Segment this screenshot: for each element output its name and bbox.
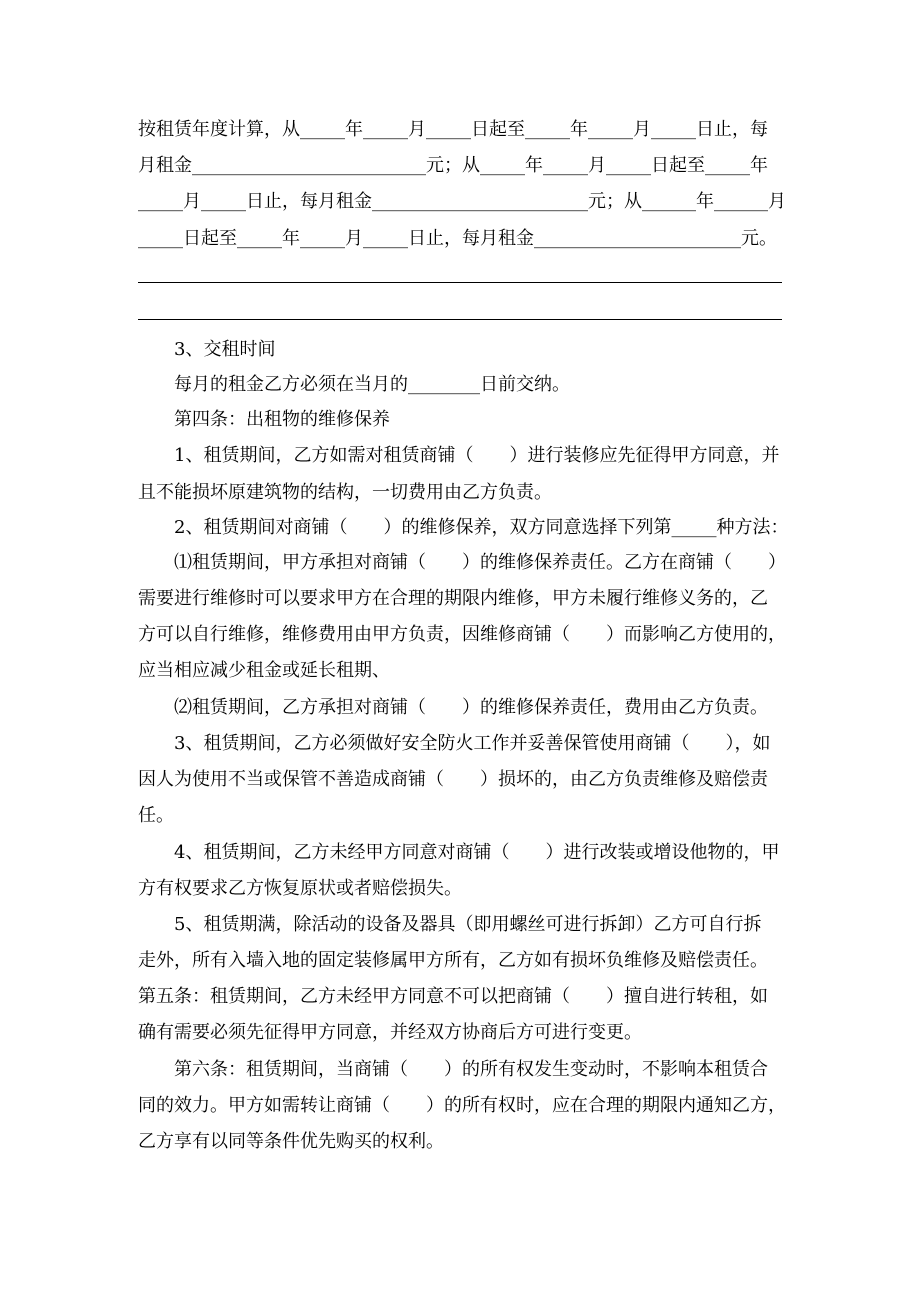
paragraph-line: 方有权要求乙方恢复原状或者赔偿损失。: [138, 878, 462, 899]
paragraph-line: 月租金__________________________元；从_____年_____月_____日起至_____年: [138, 155, 768, 176]
paragraph-line: _____日起至_____年_____月_____日止，每月租金_______________________元。: [138, 228, 777, 249]
paragraph-line: 乙方享有以同等条件优先购买的权利。: [138, 1131, 444, 1152]
paragraph-line: 任。: [138, 805, 174, 826]
paragraph-line: ⑴租赁期间，甲方承担对商铺（ ）的维修保养责任。乙方在商铺（ ）: [174, 552, 786, 573]
paragraph-line: 2、租赁期间对商铺（ ）的维修保养，双方同意选择下列第_____种方法：: [174, 517, 789, 538]
paragraph-line: 方可以自行维修，维修费用由甲方负责，因维修商铺（ ）而影响乙方使用的，: [138, 624, 786, 645]
paragraph-line: 4、租赁期间，乙方未经甲方同意对商铺（ ）进行改装或增设他物的，甲: [174, 842, 780, 863]
blank-fill-line: [138, 282, 782, 283]
paragraph-line: ⑵租赁期间，乙方承担对商铺（ ）的维修保养责任，费用由乙方负责。: [174, 697, 768, 718]
paragraph-line: 走外，所有入墙入地的固定装修属甲方所有，乙方如有损坏负维修及赔偿责任。: [138, 950, 768, 971]
paragraph-line: 5、租赁期满，除活动的设备及器具（即用螺丝可进行拆卸）乙方可自行拆: [174, 914, 762, 935]
paragraph-line: 且不能损坏原建筑物的结构，一切费用由乙方负责。: [138, 482, 552, 503]
paragraph-line: 3、租赁期间，乙方必须做好安全防火工作并妥善保管使用商铺（ ），如: [174, 733, 771, 754]
article-paragraph: 第五条：租赁期间，乙方未经甲方同意不可以把商铺（ ）擅自进行转租，如: [138, 986, 768, 1007]
paragraph-line: _____月_____日止，每月租金________________________元；从______年______月: [138, 191, 786, 212]
clause-heading: 3、交租时间: [174, 339, 276, 360]
paragraph-line: 1、租赁期间，乙方如需对租赁商铺（ ）进行装修应先征得甲方同意，并: [174, 445, 780, 466]
paragraph-line: 需要进行维修时可以要求甲方在合理的期限内维修，甲方未履行维修义务的，乙: [138, 588, 768, 609]
article-paragraph: 第六条：租赁期间，当商铺（ ）的所有权发生变动时，不影响本租赁合: [174, 1059, 768, 1080]
paragraph-line: 应当相应减少租金或延长租期、: [138, 660, 390, 681]
paragraph-line: 同的效力。甲方如需转让商铺（ ）的所有权时，应在合理的期限内通知乙方，: [138, 1095, 786, 1116]
blank-fill-line: [138, 319, 782, 320]
paragraph-line: 每月的租金乙方必须在当月的________日前交纳。: [174, 374, 570, 395]
paragraph-line: 确有需要必须先征得甲方同意，并经双方协商后方可进行变更。: [138, 1022, 642, 1043]
paragraph-line: 因人为使用不当或保管不善造成商铺（ ）损坏的，由乙方负责维修及赔偿责: [138, 769, 768, 790]
article-heading: 第四条：出租物的维修保养: [174, 409, 390, 430]
paragraph-line: 按租赁年度计算，从_____年_____月_____日起至_____年_____月_____日止，每: [138, 119, 768, 140]
